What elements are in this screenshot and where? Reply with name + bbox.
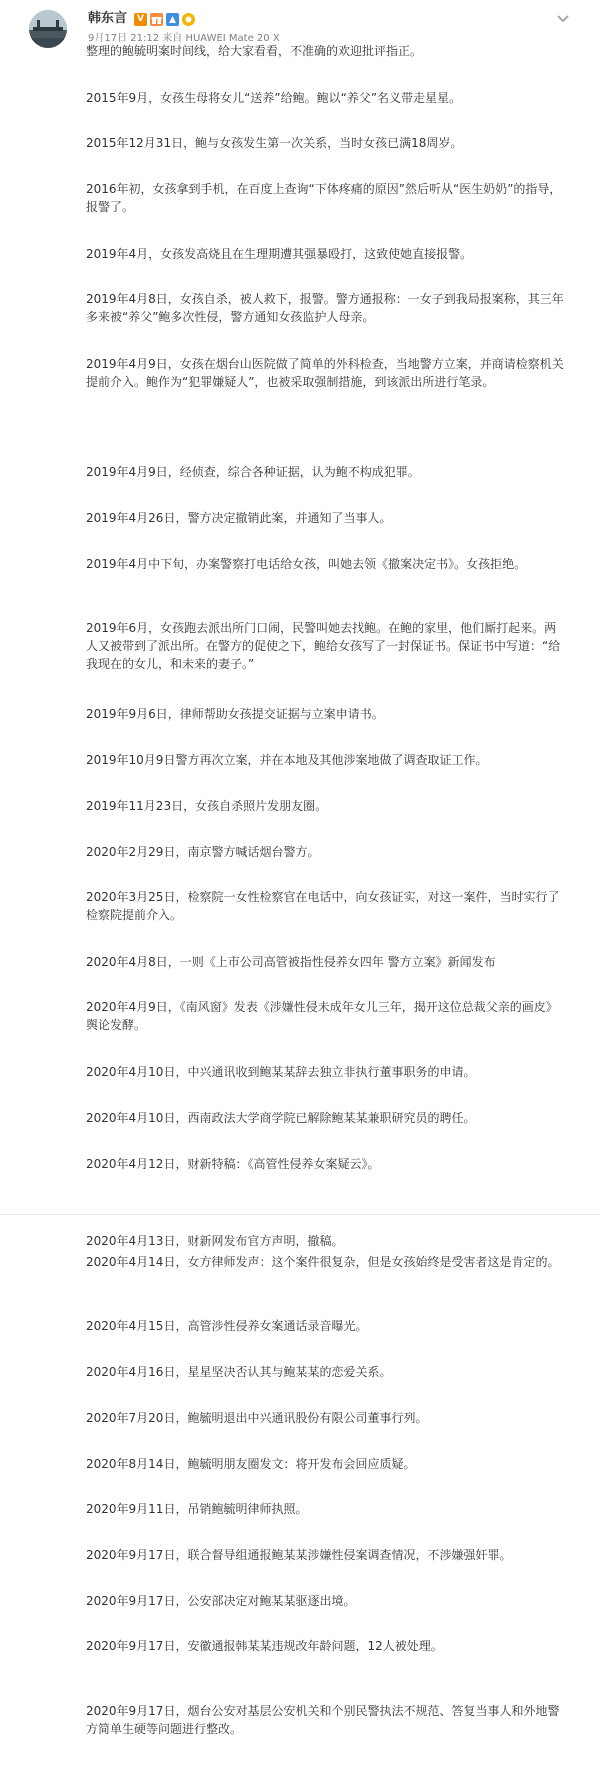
post-paragraph: 2019年11月23日，女孩自杀照片发朋友圈。 (86, 799, 328, 813)
chevron-down-icon[interactable] (555, 10, 571, 22)
post-paragraph: 2020年4月8日，一则《上市公司高管被指性侵养女四年 警方立案》新闻发布 (86, 955, 496, 969)
gift-badge-icon[interactable] (150, 13, 163, 26)
post-paragraph: 2020年4月10日，西南政法大学商学院已解除鲍某某兼职研究员的聘任。 (86, 1111, 476, 1125)
post-paragraph: 2019年4月，女孩发高烧且在生理期遭其强暴殴打，这致使她直接报警。 (86, 247, 473, 261)
post-paragraph: 2020年3月25日，检察院一女性检察官在电话中，向女孩证实，对这一案件，当时实行了检察院提前介入。 (86, 890, 560, 922)
post-paragraph: 2019年4月9日，女孩在烟台山医院做了简单的外科检查，当地警方立案，并商请检察机关提前介入。鲍作为“犯罪嫌疑人”，也被采取强制措施，到该派出所进行笔录。 (86, 357, 564, 389)
post-paragraph: 2020年9月17日，安徽通报韩某某违规改年龄问题，12人被处理。 (86, 1639, 443, 1653)
member-badge-icon[interactable] (166, 13, 179, 26)
post-paragraph: 2020年4月16日，星星坚决否认其与鲍某某的恋爱关系。 (86, 1365, 392, 1379)
post-paragraph: 2020年9月17日，联合督导组通报鲍某某涉嫌性侵案调查情况，不涉嫌强奸罪。 (86, 1548, 512, 1562)
section-divider (0, 1214, 600, 1215)
post-paragraph: 2020年8月14日，鲍毓明朋友圈发文：将开发布会回应质疑。 (86, 1457, 416, 1471)
user-badges (134, 11, 195, 27)
medal-badge-icon[interactable] (182, 13, 195, 26)
post-paragraph: 2015年12月31日，鲍与女孩发生第一次关系，当时女孩已满18周岁。 (86, 136, 463, 150)
post-paragraph: 2020年9月11日，吊销鲍毓明律师执照。 (86, 1502, 308, 1516)
post-paragraph: 2015年9月，女孩生母将女儿“送养”给鲍。鲍以“养父”名义带走星星。 (86, 91, 462, 105)
post-paragraph: 2019年10月9日警方再次立案，并在本地及其他涉案地做了调查取证工作。 (86, 753, 488, 767)
post-paragraph: 2020年4月15日，高管涉性侵养女案通话录音曝光。 (86, 1319, 368, 1333)
post-paragraph: 2020年9月17日，烟台公安对基层公安机关和个别民警执法不规范、答复当事人和外地警方简单生硬等问题进行整改。 (86, 1704, 560, 1736)
post-paragraph: 2019年4月中下旬，办案警察打电话给女孩，叫她去领《撤案决定书》。女孩拒绝。 (86, 557, 527, 571)
post-paragraph: 2020年4月9日，《南风窗》发表《涉嫌性侵未成年女儿三年，揭开这位总裁父亲的画皮》舆论发酵。 (86, 1000, 558, 1032)
post-paragraph: 2019年4月9日，经侦查，综合各种证据，认为鲍不构成犯罪。 (86, 465, 420, 479)
post-paragraph: 2020年4月14日，女方律师发声：这个案件很复杂，但是女孩始终是受害者这是肯定的。 (86, 1255, 560, 1269)
avatar-photo (29, 10, 67, 48)
avatar[interactable] (29, 10, 67, 48)
post-paragraph: 整理的鲍毓明案时间线，给大家看看，不准确的欢迎批评指正。 (86, 44, 423, 58)
post-meta: 9月17日 21:12 来自 HUAWEI Mate 20 X (88, 33, 280, 44)
username[interactable]: 韩东言 (88, 11, 128, 26)
post-paragraph: 2019年4月8日，女孩自杀，被人救下，报警。警方通报称：一女子到我局报案称，其三年多来被“养父”鲍多次性侵，警方通知女孩监护人母亲。 (86, 292, 564, 324)
post-paragraph: 2020年4月13日，财新网发布官方声明，撤稿。 (86, 1234, 344, 1248)
post-paragraph: 2020年2月29日，南京警方喊话烟台警方。 (86, 845, 320, 859)
post-paragraph: 2020年4月10日，中兴通讯收到鲍某某辞去独立非执行董事职务的申请。 (86, 1065, 476, 1079)
verified-badge-icon[interactable]: V (134, 13, 147, 26)
post-paragraph: 2020年7月20日，鲍毓明退出中兴通讯股份有限公司董事行列。 (86, 1411, 428, 1425)
post-paragraph: 2019年9月6日，律师帮助女孩提交证据与立案申请书。 (86, 707, 384, 721)
post-paragraph: 2020年9月17日，公安部决定对鲍某某驱逐出境。 (86, 1594, 356, 1608)
post-paragraph: 2020年4月12日，财新特稿：《高管性侵养女案疑云》。 (86, 1157, 380, 1171)
post-paragraph: 2019年4月26日，警方决定撤销此案，并通知了当事人。 (86, 511, 392, 525)
post-paragraph: 2019年6月，女孩跑去派出所门口闹，民警叫她去找鲍。在鲍的家里，他们厮打起来。两人又被带到了派出所。在警方的促使之下，鲍给女孩写了一封保证书。保证书中写道：“给我现在的女儿，和未来的妻子。” (86, 621, 561, 671)
post-paragraph: 2016年初，女孩拿到手机，在百度上查询“下体疼痛的原因”然后听从“医生奶奶”的指导，报警了。 (86, 182, 562, 214)
